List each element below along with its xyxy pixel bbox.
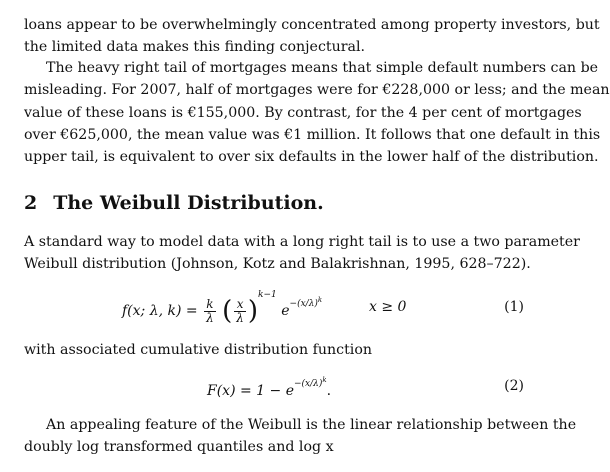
text-line: upper tail, is equivalent to over six defaults in the lower half of the distribution.	[24, 149, 599, 166]
fraction-numerator: x	[234, 298, 246, 312]
text-line: The heavy right tail of mortgages means that simple default numbers can be	[46, 60, 599, 76]
fraction-denominator: λ	[236, 310, 244, 325]
right-paren: )	[247, 296, 259, 326]
exponent-term: −(x/λ)	[289, 299, 318, 309]
paragraph-weibull-appeal	[24, 414, 577, 459]
fraction-numerator: k	[204, 298, 216, 312]
fraction-k-over-lambda	[204, 298, 216, 325]
equation-1	[24, 282, 524, 326]
equation-1-body	[122, 290, 322, 326]
equation-2-number: (2)	[504, 378, 524, 394]
exponent-term: −(x/λ)	[294, 379, 323, 389]
paragraph-intro-continuation	[24, 14, 600, 59]
left-paren: (	[222, 296, 233, 326]
text-line: with associated cumulative distribution function	[24, 342, 373, 358]
text-line: An appealing feature of the Weibull is the linear relationship between the	[46, 417, 577, 433]
text-line: A standard way to model data with a long right tail is to use a two parameter	[24, 234, 580, 250]
text-line: misleading. For 2007, half of mortgages were for €228,000 or less; and the mean	[24, 82, 610, 99]
paragraph-heavy-tail	[24, 57, 610, 168]
equation-1-number: (1)	[504, 299, 524, 315]
text-line: Weibull distribution (Johnson, Kotz and Balakrishnan, 1995, 628–722).	[24, 256, 531, 273]
exponent	[294, 376, 327, 389]
section-heading	[24, 192, 324, 214]
text-line: loans appear to be overwhelmingly concentrated among property investors, but	[24, 17, 600, 33]
equation-2-tail: .	[326, 383, 332, 399]
equation-2-lhs: F(x) = 1 − e	[207, 383, 294, 399]
fraction-denominator: λ	[206, 310, 214, 325]
text-line: over €625,000, the mean value was €1 million. It follows that one default in this	[24, 126, 601, 143]
text-line: doubly log transformed quantiles and log x	[24, 439, 334, 456]
exponent: k−1	[258, 290, 277, 300]
text-line: value of these loans is €155,000. By contrast, for the 4 per cent of mortgages	[24, 104, 582, 121]
exponent-power: k	[322, 376, 327, 384]
equation-1-condition: x ≥ 0	[369, 299, 407, 315]
exp-base: e	[281, 303, 290, 319]
exponent	[289, 296, 323, 309]
section-title: The Weibull Distribution.	[53, 192, 324, 214]
equation-2-body	[207, 376, 331, 399]
text-line: the limited data makes this finding conjectural.	[24, 39, 366, 56]
section-number: 2	[24, 192, 38, 214]
equation-1-lhs: f(x; λ, k) =	[122, 303, 198, 319]
equation-2	[24, 372, 524, 402]
fraction-x-over-lambda	[234, 298, 246, 325]
paragraph-weibull-intro	[24, 231, 580, 276]
exponent-power: k	[317, 296, 323, 304]
paragraph-cdf-intro	[24, 339, 524, 361]
